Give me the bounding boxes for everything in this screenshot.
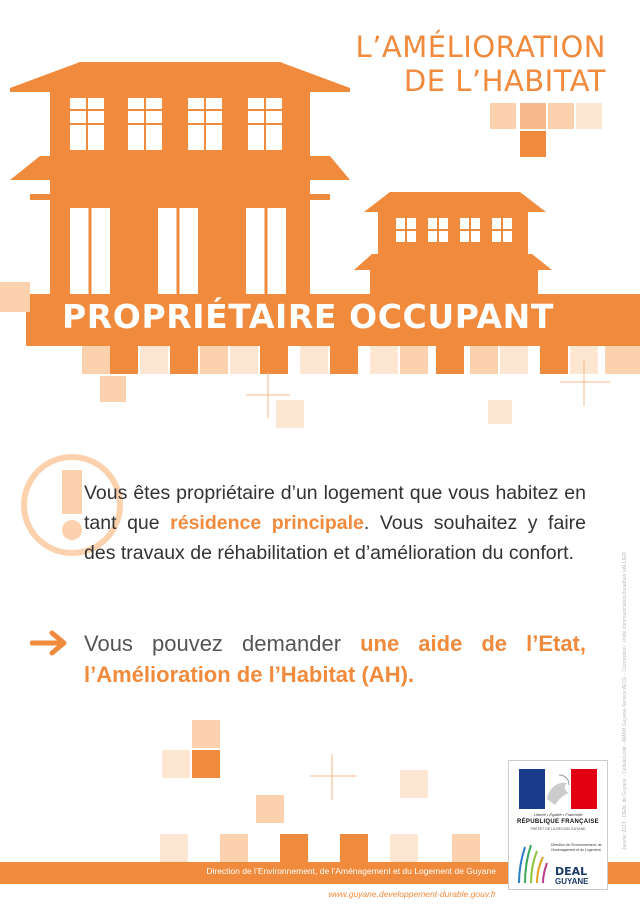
motto: Liberté • Égalité • Fraternité (533, 812, 583, 817)
deal-description: Direction de l’Environnement, de l’Aménagement et du Logement (551, 843, 602, 852)
decor-squares-bottom (160, 720, 480, 862)
intro-text-b: . Vous souhaitez y faire des travaux de réhabilitation et d’amélioration du confort. (84, 512, 586, 564)
arrow-right-icon (30, 628, 72, 658)
deal-region: GUYANE (555, 877, 589, 886)
decor-squares-banner (82, 346, 640, 428)
republique-label: RÉPUBLIQUE FRANÇAISE (516, 819, 599, 825)
aid-highlight: une aide de l’Etat, l’Amélioration de l’Habitat (AH). (84, 631, 586, 687)
title-line-1: L’AMÉLIORATION (355, 30, 606, 64)
intro-text-a: Vous êtes propriétaire d’un logement que vous habitez en tant que (84, 482, 586, 534)
intro-paragraph (84, 478, 586, 568)
small-house (354, 192, 552, 300)
footer-url[interactable]: www.guyane.developpement-durable.gouv.fr (328, 889, 496, 899)
prefet-label: PRÉFET DE LA RÉGION GUYANE (530, 827, 586, 831)
credit-line: Janvier 2013 - DEAL de Guyane - Cellule/unité - AMAH Guyane-Service AUCL - Conception : Unité communication/Jonathan VALLIER (622, 551, 628, 850)
deal-name: DEAL (555, 865, 588, 878)
title-line-2: DE L’HABITAT (403, 64, 606, 98)
aid-paragraph (84, 628, 586, 690)
page-title (356, 30, 606, 98)
banner-label: PROPRIÉTAIRE OCCUPANT (62, 297, 554, 336)
footer-direction: Direction de l’Environnement, de l’Aménagement et du Logement de Guyane (206, 866, 496, 876)
deal-logo-graphic (515, 841, 549, 885)
intro-highlight: résidence principale (170, 512, 364, 534)
decor-squares-top (490, 103, 602, 157)
government-logo (508, 760, 608, 890)
aid-text-a: Vous pouvez demander (84, 631, 361, 656)
marianne-logo (519, 769, 597, 809)
